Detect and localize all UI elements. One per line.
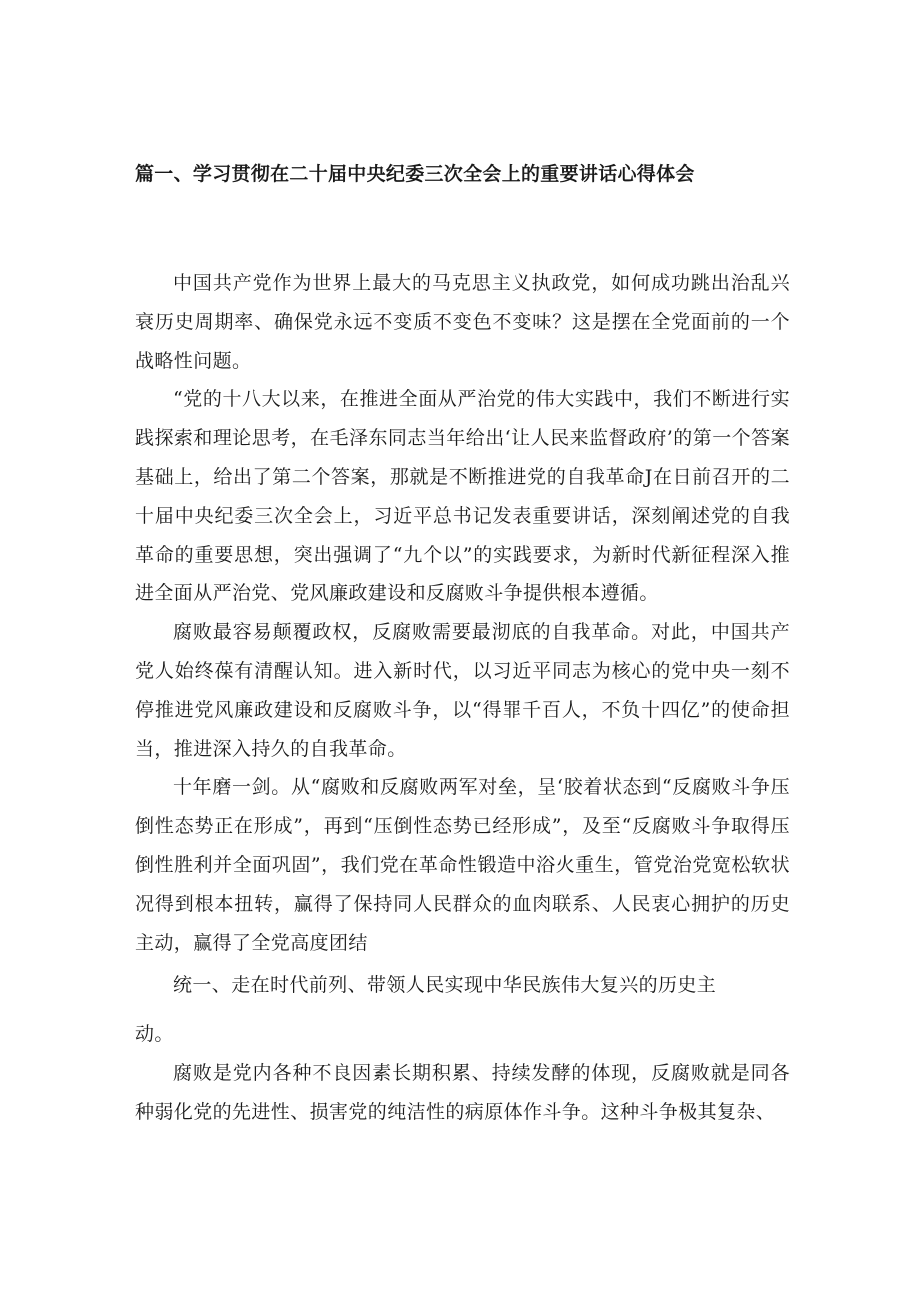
document-title: 篇一、学习贯彻在二十届中央纪委三次全会上的重要讲话心得体会	[135, 163, 695, 185]
paragraph-4: 十年磨一剑。从“腐败和反腐败两军对垒，呈‘胶着状态到“反腐败斗争压倒性态势正在形成”，再到“压倒性态势已经形成”，及至“反腐败斗争取得压倒性胜利并全面巩固”，我们党在革命性锻造中浴火重生，管党治党宽松软状况得到根本扭转，赢得了保持同人民群众的血肉联系、人民衷心拥护的历史主动，赢得了全党高度团结	[135, 776, 790, 954]
document-body	[135, 264, 790, 1132]
paragraph-1: 中国共产党作为世界上最大的马克思主义执政党，如何成功跳出治乱兴衰历史周期率、确保党永远不变质不变色不变味？这是摆在全党面前的一个战略性问题。	[135, 272, 790, 372]
paragraph-6: 动。	[135, 1023, 174, 1046]
paragraph-2: “党的十八大以来，在推进全面从严治党的伟大实践中，我们不断进行实践探索和理论思考，在毛泽东同志当年给出‘让人民来监督政府’的第一个答案基础上，给出了第二个答案，那就是不断推进党的自我革命J在日前召开的二十届中央纪委三次全会上，习近平总书记发表重要讲话，深刻阐述党的自我革命的重要思想，突出强调了“九个以”的实践要求，为新时代新征程深入推进全面从严治党、党风廉政建设和反腐败斗争提供根本遵循。	[135, 388, 790, 605]
paragraph-5: 统一、走在时代前列、带领人民实现中华民族伟大复兴的历史主	[173, 974, 717, 997]
paragraph-7: 腐败是党内各种不良因素长期积累、持续发酵的体现，反腐败就是同各种弱化党的先进性、损害党的纯洁性的病原体作斗争。这种斗争极其复杂、	[135, 1061, 790, 1123]
paragraph-3: 腐败最容易颠覆政权，反腐败需要最沏底的自我革命。对此，中国共产党人始终葆有清醒认知。进入新时代，以习近平同志为核心的党中央一刻不停推进党风廉政建设和反腐败斗争，以“得罪千百人，不负十四亿”的使命担当，推进深入持久的自我革命。	[135, 621, 790, 760]
